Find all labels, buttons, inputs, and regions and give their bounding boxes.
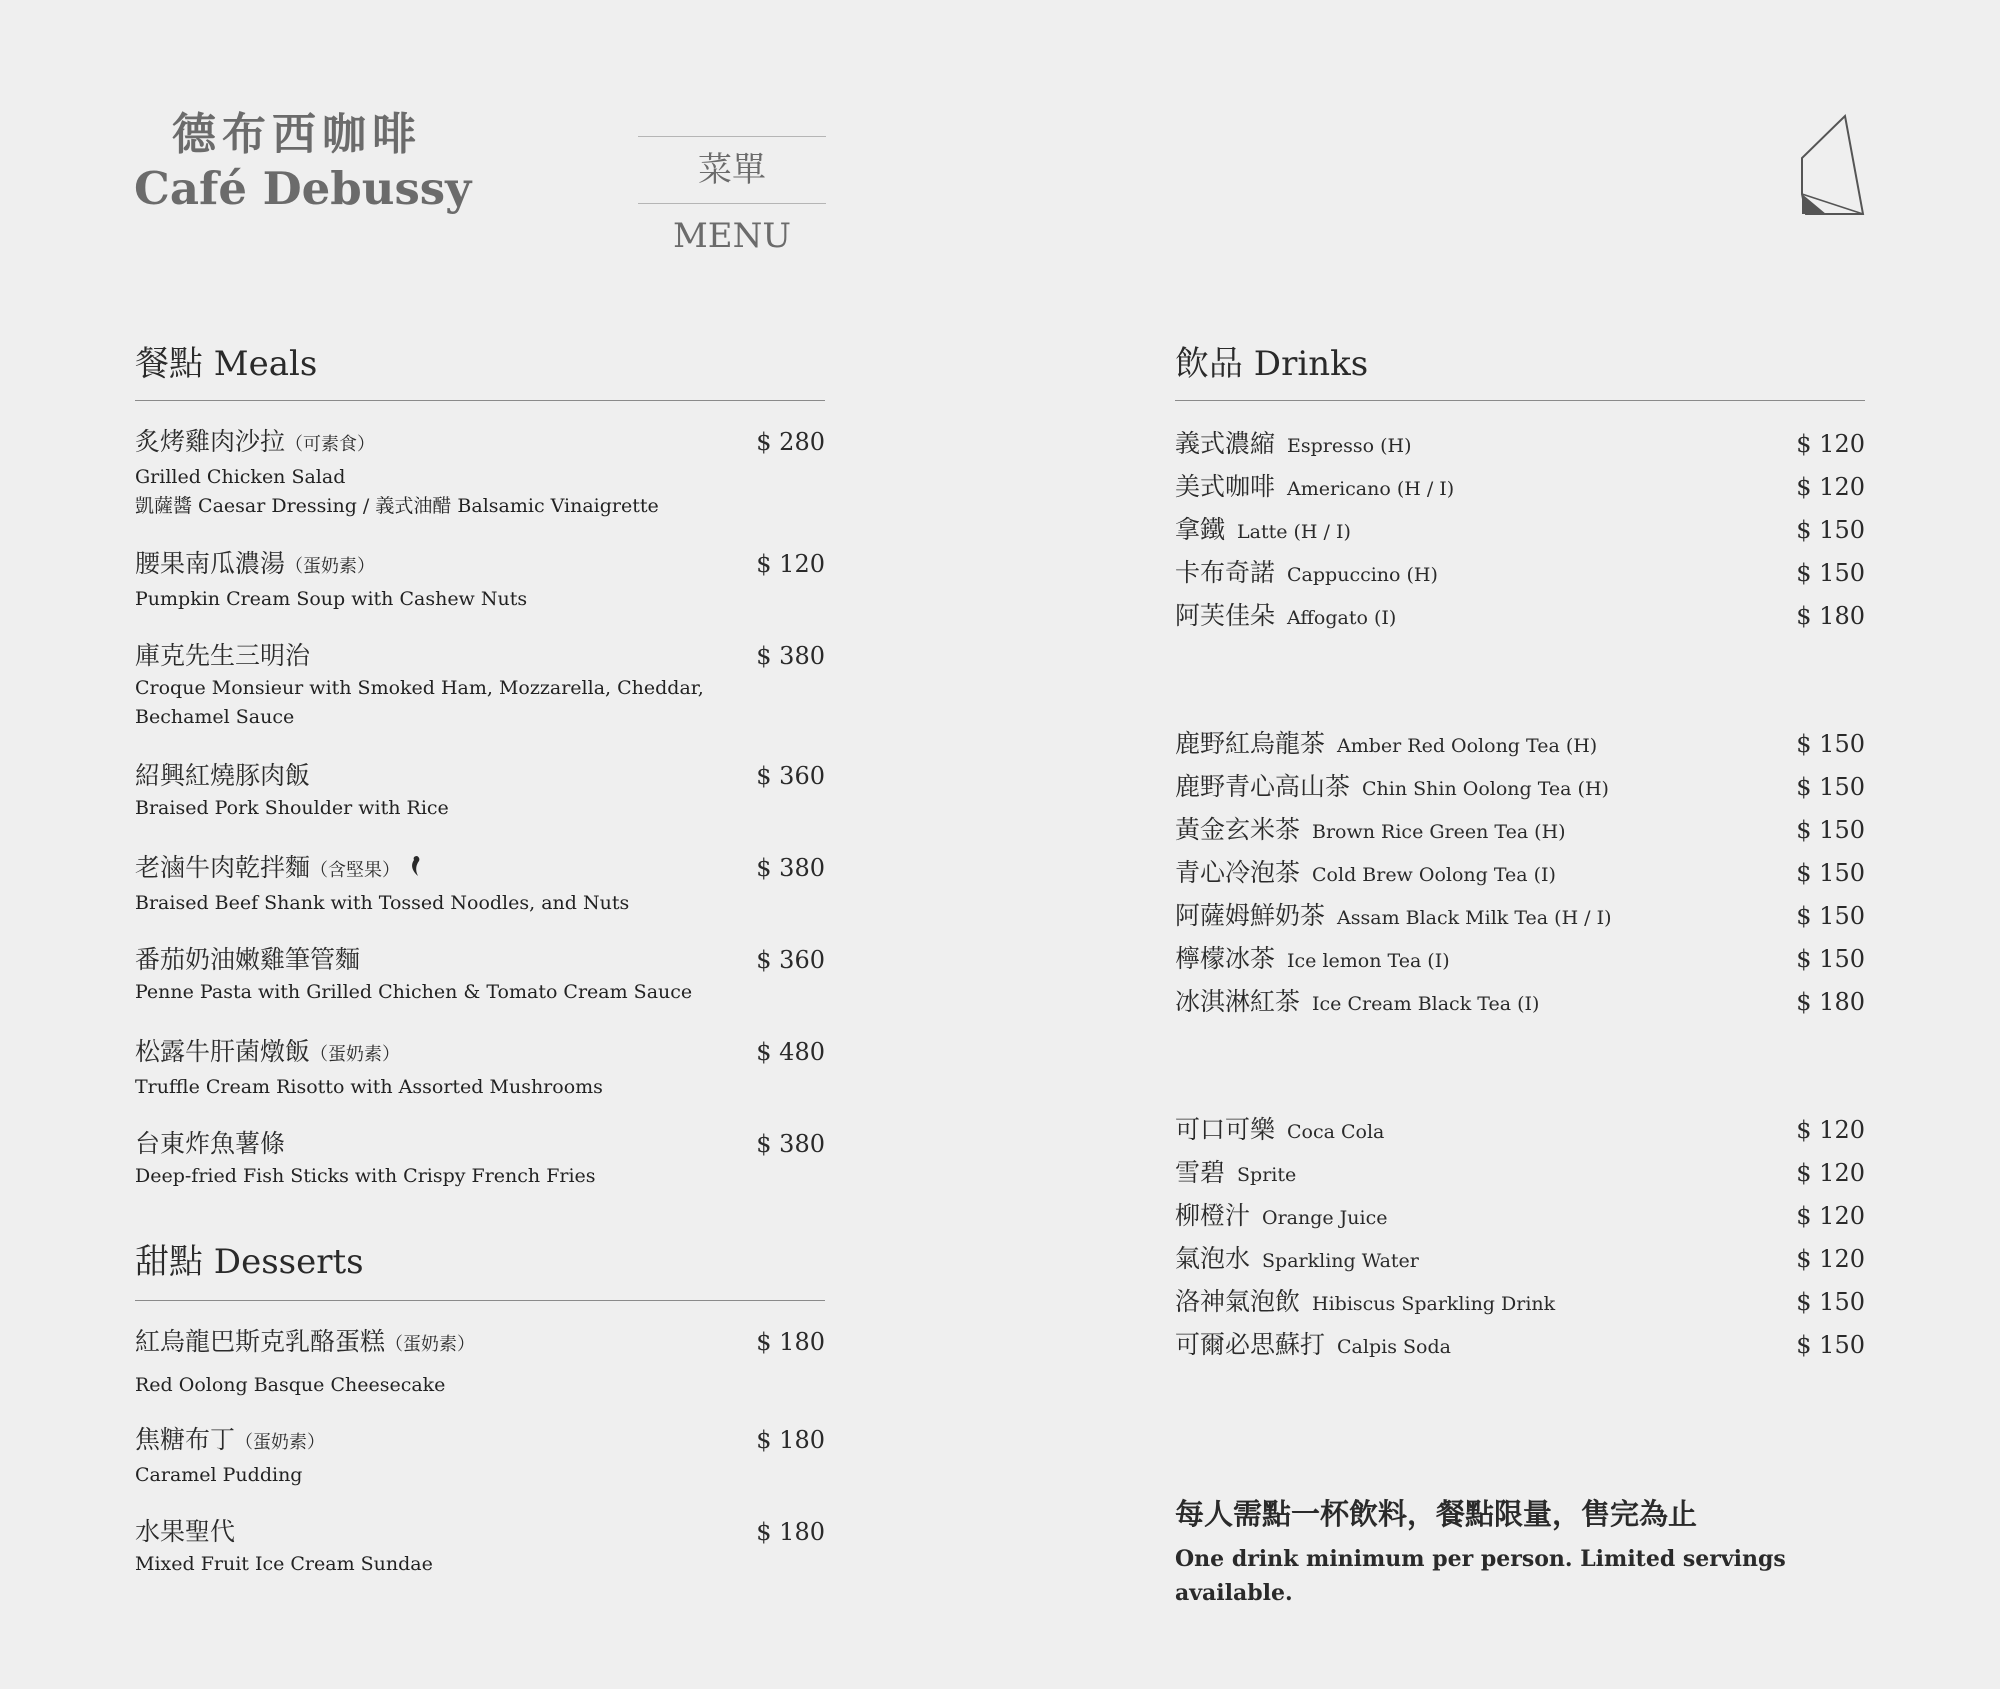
item-name-en: Deep-fried Fish Sticks with Crispy French Fries [135, 1165, 596, 1187]
item-name-cn: 焦糖布丁（蛋奶素） [135, 1425, 326, 1454]
drink-price: $ 150 [1796, 516, 1865, 544]
drink-name-en: Sprite [1237, 1164, 1297, 1186]
item-note: （蛋奶素） [235, 1432, 326, 1453]
item-name-en: Caramel Pudding [135, 1464, 303, 1486]
drink-price: $ 120 [1796, 1202, 1865, 1230]
chili-pepper-icon [408, 852, 422, 888]
drink-name-cn: 雪碧 [1175, 1158, 1226, 1187]
drink-name-en: Cold Brew Oolong Tea (I) [1312, 864, 1556, 886]
item-detail-en: 凱薩醬 Caesar Dressing / 義式油醋 Balsamic Vinaigrette [135, 495, 659, 517]
drink-price: $ 120 [1796, 1245, 1865, 1273]
item-name-en: Pumpkin Cream Soup with Cashew Nuts [135, 588, 528, 610]
drink-price: $ 150 [1796, 859, 1865, 887]
drink-name-cn: 青心冷泡茶 [1175, 858, 1301, 887]
right-column [1175, 340, 1865, 1606]
drink-item [1175, 1196, 1865, 1236]
drinks-divider [1175, 400, 1865, 401]
drink-item [1175, 1282, 1865, 1322]
item-name-cn: 紅烏龍巴斯克乳酪蛋糕（蛋奶素） [135, 1327, 476, 1356]
drink-name-cn: 鹿野紅烏龍茶 [1175, 729, 1326, 758]
brand-name-cn: 德布西咖啡 [172, 109, 422, 160]
drink-name-en: Orange Juice [1262, 1207, 1388, 1229]
drink-item [1175, 1325, 1865, 1365]
brand-name-en: Café Debussy [134, 162, 472, 215]
drink-name-cn: 黃金玄米茶 [1175, 815, 1301, 844]
drink-price: $ 150 [1796, 1288, 1865, 1316]
drink-price: $ 150 [1796, 730, 1865, 758]
drink-price: $ 120 [1796, 473, 1865, 501]
drink-item [1175, 1110, 1865, 1150]
item-detail-en: Bechamel Sauce [135, 706, 295, 728]
drink-name-cn: 拿鐵 [1175, 515, 1226, 544]
drink-item [1175, 596, 1865, 636]
item-name-cn: 紹興紅燒豚肉飯 [135, 761, 311, 790]
item-name-en: Penne Pasta with Grilled Chichen & Tomato Cream Sauce [135, 981, 693, 1003]
item-name-cn: 水果聖代 [135, 1517, 236, 1546]
drink-price: $ 180 [1796, 602, 1865, 630]
menu-item [135, 1034, 825, 1102]
drink-item [1175, 767, 1865, 807]
meals-divider [135, 400, 825, 401]
drink-name-en: Espresso (H) [1287, 435, 1412, 457]
item-name-en: Croque Monsieur with Smoked Ham, Mozzarella, Cheddar, [135, 677, 704, 699]
menu-label: 菜單 MENU [638, 136, 826, 204]
drink-price: $ 180 [1796, 988, 1865, 1016]
drink-item [1175, 810, 1865, 850]
desserts-section-title: 甜點 Desserts [135, 1242, 364, 1282]
drink-name-cn: 冰淇淋紅茶 [1175, 987, 1301, 1016]
drinks-section-title: 飲品 Drinks [1175, 344, 1369, 384]
drink-item [1175, 1153, 1865, 1193]
item-name-cn: 腰果南瓜濃湯（蛋奶素） [135, 549, 376, 578]
drink-name-cn: 可口可樂 [1175, 1115, 1276, 1144]
item-note: （可素食） [285, 434, 376, 455]
drink-name-cn: 氣泡水 [1175, 1244, 1251, 1273]
item-name-cn: 庫克先生三明治 [135, 641, 311, 670]
drink-name-en: Calpis Soda [1337, 1336, 1451, 1358]
drink-price: $ 150 [1796, 1331, 1865, 1359]
item-name-en: Mixed Fruit Ice Cream Sundae [135, 1553, 433, 1575]
drink-name-cn: 義式濃縮 [1175, 429, 1276, 458]
item-note: （含堅果） [310, 860, 401, 881]
item-name-en: Grilled Chicken Salad [135, 466, 346, 488]
item-price: $ 180 [756, 1518, 825, 1546]
meals-section-title: 餐點 Meals [135, 344, 318, 384]
menu-item [135, 1422, 825, 1490]
item-price: $ 480 [756, 1038, 825, 1066]
drink-name-en: Ice Cream Black Tea (I) [1312, 993, 1540, 1015]
item-name-cn: 番茄奶油嫩雞筆管麵 [135, 945, 361, 974]
item-price: $ 360 [756, 946, 825, 974]
item-note: （蛋奶素） [385, 1334, 476, 1355]
drink-name-cn: 柳橙汁 [1175, 1201, 1251, 1230]
drink-name-cn: 檸檬冰茶 [1175, 944, 1276, 973]
item-name-cn: 老滷牛肉乾拌麵（含堅果） [135, 850, 825, 889]
menu-item [135, 1514, 825, 1579]
menu-item [135, 424, 825, 521]
menu-item [135, 758, 825, 823]
item-name-cn: 台東炸魚薯條 [135, 1129, 286, 1158]
drink-name-en: Affogato (I) [1287, 607, 1397, 629]
drink-name-en: Hibiscus Sparkling Drink [1312, 1293, 1556, 1315]
item-name-en: Braised Beef Shank with Tossed Noodles, and Nuts [135, 892, 630, 914]
drink-item [1175, 553, 1865, 593]
item-name-en: Truffle Cream Risotto with Assorted Mushrooms [135, 1076, 603, 1098]
drink-name-en: Coca Cola [1287, 1121, 1385, 1143]
item-note: （蛋奶素） [310, 1044, 401, 1065]
drink-item [1175, 982, 1865, 1022]
drink-name-en: Brown Rice Green Tea (H) [1312, 821, 1566, 843]
item-price: $ 180 [756, 1328, 825, 1356]
drink-price: $ 150 [1796, 902, 1865, 930]
item-price: $ 380 [756, 1130, 825, 1158]
item-price: $ 360 [756, 762, 825, 790]
drink-item [1175, 424, 1865, 464]
drink-price: $ 150 [1796, 559, 1865, 587]
notice-cn: 每人需點一杯飲料，餐點限量，售完為止 [1175, 1497, 1698, 1531]
drink-name-en: Sparkling Water [1262, 1250, 1419, 1272]
item-name-cn: 炙烤雞肉沙拉（可素食） [135, 427, 376, 456]
drink-price: $ 120 [1796, 1116, 1865, 1144]
drink-name-en: Americano (H / I) [1287, 478, 1455, 500]
drink-item [1175, 1239, 1865, 1279]
menu-item [135, 1324, 825, 1400]
item-note: （蛋奶素） [285, 556, 376, 577]
menu-item [135, 638, 825, 732]
drink-item [1175, 939, 1865, 979]
item-name-cn: 松露牛肝菌燉飯（蛋奶素） [135, 1037, 401, 1066]
drink-name-cn: 鹿野青心高山茶 [1175, 772, 1351, 801]
drink-price: $ 120 [1796, 430, 1865, 458]
drink-price: $ 150 [1796, 945, 1865, 973]
left-column [135, 340, 825, 1600]
drink-name-cn: 美式咖啡 [1175, 472, 1276, 501]
item-name-en: Red Oolong Basque Cheesecake [135, 1374, 446, 1396]
drink-name-en: Assam Black Milk Tea (H / I) [1337, 907, 1612, 929]
drink-name-cn: 可爾必思蘇打 [1175, 1330, 1326, 1359]
drink-name-cn: 阿薩姆鮮奶茶 [1175, 901, 1326, 930]
drink-price: $ 150 [1796, 773, 1865, 801]
menu-item [135, 850, 825, 918]
drink-name-en: Ice lemon Tea (I) [1287, 950, 1450, 972]
drink-name-cn: 阿芙佳朵 [1175, 601, 1276, 630]
drink-item [1175, 467, 1865, 507]
drink-price: $ 120 [1796, 1159, 1865, 1187]
drink-item [1175, 853, 1865, 893]
menu-item [135, 942, 825, 1007]
item-price: $ 380 [756, 642, 825, 670]
notice-en: One drink minimum per person. Limited servings available. [1175, 1546, 1786, 1606]
desserts-divider [135, 1300, 825, 1301]
crystal-logo-icon [1800, 112, 1866, 220]
drink-price: $ 150 [1796, 816, 1865, 844]
item-price: $ 120 [756, 550, 825, 578]
drink-name-en: Cappuccino (H) [1287, 564, 1438, 586]
item-price: $ 280 [756, 428, 825, 456]
drink-item [1175, 510, 1865, 550]
drink-item [1175, 724, 1865, 764]
drink-name-en: Amber Red Oolong Tea (H) [1337, 735, 1598, 757]
drink-name-en: Latte (H / I) [1237, 521, 1351, 543]
item-name-en: Braised Pork Shoulder with Rice [135, 797, 449, 819]
drink-name-en: Chin Shin Oolong Tea (H) [1362, 778, 1609, 800]
menu-item [135, 1126, 825, 1191]
item-price: $ 180 [756, 1426, 825, 1454]
brand [134, 108, 471, 216]
drink-item [1175, 896, 1865, 936]
menu-item [135, 546, 825, 614]
drink-name-cn: 洛神氣泡飲 [1175, 1287, 1301, 1316]
drink-name-cn: 卡布奇諾 [1175, 558, 1276, 587]
item-price: $ 380 [756, 854, 825, 882]
